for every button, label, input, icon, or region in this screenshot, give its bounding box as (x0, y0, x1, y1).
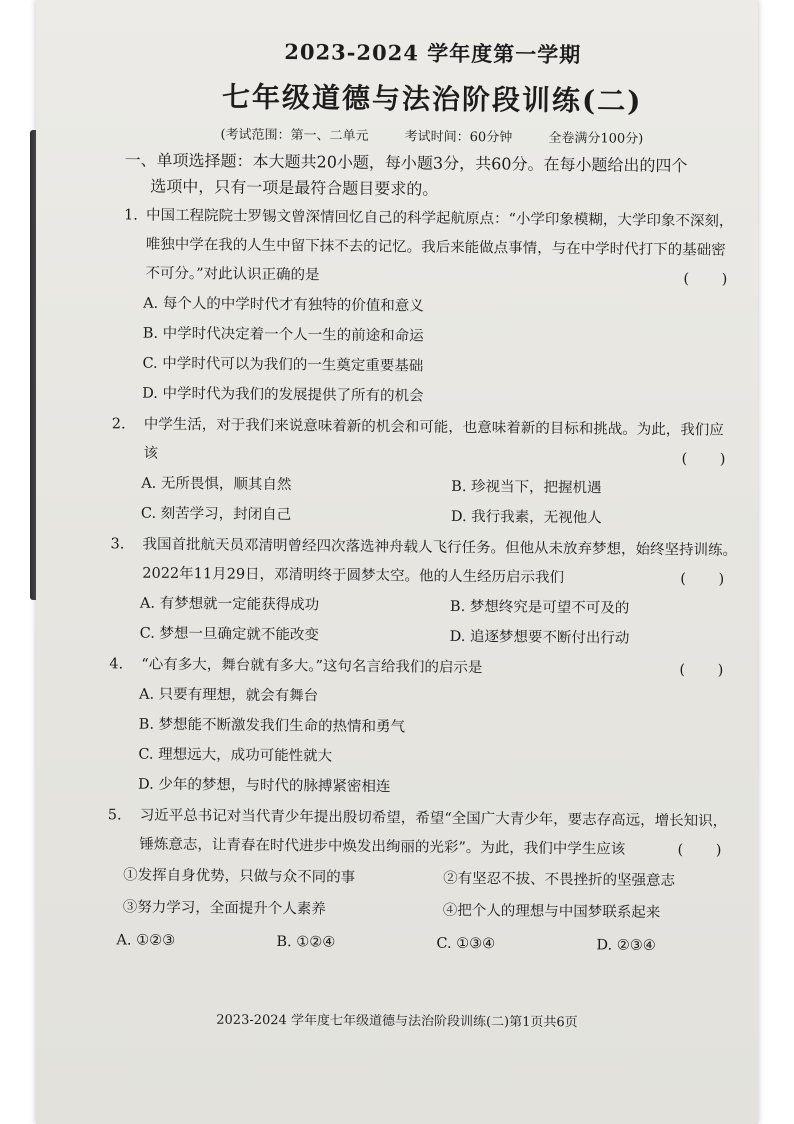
question-line-text: 2022年11月29日，邓清明终于圆梦太空。他的人生经历启示我们 (142, 565, 565, 587)
option-a: A. 无所畏惧，顺其自然 (141, 475, 292, 494)
option-b: B. 珍视当下，把握机遇 (451, 478, 602, 497)
question-line: 唯独中学在我的人生中留下抹不去的记忆。我后来能做点事情，与在中学时代打下的基础密 (145, 236, 726, 259)
option-a: A. 有梦想就一定能获得成功 (139, 595, 320, 614)
question-number: 3. (110, 536, 125, 553)
question-line: 习近平总书记对当代青少年提出殷切希望，希望“全国广大青少年，要志存高远，增长知识， (139, 807, 728, 830)
option-c: C. 刻苦学习，封闭自己 (140, 505, 292, 524)
exam-info (87, 122, 777, 148)
section-heading (86, 147, 777, 206)
question-line-text: 锤炼意志，让青春在时代进步中焕发出绚丽的光彩”。为此，我们中学生应该 (139, 836, 626, 858)
statement-4: ④把个人的理想与中国梦联系起来 (442, 902, 661, 922)
question-1 (85, 201, 776, 295)
option-d: D. 中学时代为我们的发展提供了所有的机会 (142, 385, 424, 405)
options-row (78, 925, 768, 962)
exam-content (78, 28, 778, 962)
options-row (82, 618, 772, 655)
question-number: 1. (123, 207, 138, 224)
option-c: C. 理想远大，成功可能性就大 (138, 746, 333, 765)
question-2 (83, 410, 774, 475)
option-c: C. 梦想一旦确定就不能改变 (139, 625, 320, 644)
answer-blank: ( ) (677, 842, 736, 859)
options-row (83, 498, 773, 535)
option-d: D. ②③④ (596, 937, 656, 954)
question-number: 2. (111, 416, 126, 433)
exam-sheet (36, 0, 758, 1124)
question-line: 我国首批航天员邓清明曾经四次落选神舟载人飞行任务。但他从未放弃梦想，始终坚持训练。 (142, 536, 738, 559)
option-b: B. 梦想能不断激发我们生命的热情和勇气 (138, 716, 406, 736)
option-b: B. 中学时代决定着一个人一生的前途和命运 (142, 325, 424, 345)
option-b: B. 梦想终究是可望不可及的 (449, 598, 630, 617)
option-d: D. 追逐梦想要不断付出行动 (449, 628, 630, 647)
question-line: 中学生活，对于我们来说意味着新的机会和可能，也意味着新的目标和挑战。为此，我们应 (143, 416, 724, 439)
main-title: 七年级道德与法治阶段训练(二) (221, 80, 643, 118)
question-line: 中国工程院院士罗锡文曾深情回忆自己的科学起航原点：“小学印象模糊，大学印象不深刻， (145, 207, 734, 230)
statement-row (79, 891, 769, 930)
answer-blank: ( ) (683, 271, 742, 288)
section-title-cont: 选项中，只有一项是最符合题目要求的。 (150, 176, 439, 199)
question-3 (82, 530, 773, 595)
option-a: A. 只要有理想，就会有舞台 (138, 686, 319, 705)
exam-scope: (考试范围：第一、二单元 (220, 127, 369, 144)
full-score: 全卷满分100分) (548, 130, 644, 147)
question-number: 4. (109, 656, 124, 673)
option-c: C. ①③④ (436, 935, 496, 953)
page-footer: 2023-2024 学年度七年级道德与法治阶段训练(二)第1页共6页 (216, 1012, 578, 1031)
option-d: D. 我行我素，无视他人 (450, 508, 602, 527)
statement-1: ①发挥自身优势，只做与众不同的事 (123, 867, 356, 886)
question-line-text: 该 (143, 445, 159, 462)
option-a: A. 每个人的中学时代才有独特的价值和意义 (143, 295, 424, 315)
section-title: 一、单项选择题：本大题共20小题，每小题3分，共60分。在每小题给出的四个 (124, 150, 688, 176)
year-title: 2023-2024 学年度第一学期 (284, 39, 582, 68)
answer-blank: ( ) (679, 662, 738, 679)
question-5 (79, 801, 770, 866)
question-line-text: “心有多大，舞台就有多大。”这句名言给我们的启示是 (141, 656, 483, 677)
question-line-text: 不可分。”对此认识正确的是 (145, 265, 320, 284)
statement-3: ③努力学习，全面提升个人素养 (122, 899, 326, 918)
option-d: D. 少年的梦想，与时代的脉搏紧密相连 (137, 776, 391, 796)
answer-blank: ( ) (681, 451, 740, 468)
question-number: 5. (107, 807, 122, 824)
statement-2: ②有坚忍不拔、不畏挫折的坚强意志 (443, 870, 676, 890)
option-b: B. ①②④ (276, 934, 336, 951)
option-c: C. 中学时代可以为我们的一生奠定重要基础 (142, 355, 424, 375)
option-a: A. ①②③ (116, 932, 176, 949)
exam-time: 考试时间：60分钟 (404, 129, 513, 146)
answer-blank: ( ) (680, 571, 739, 588)
